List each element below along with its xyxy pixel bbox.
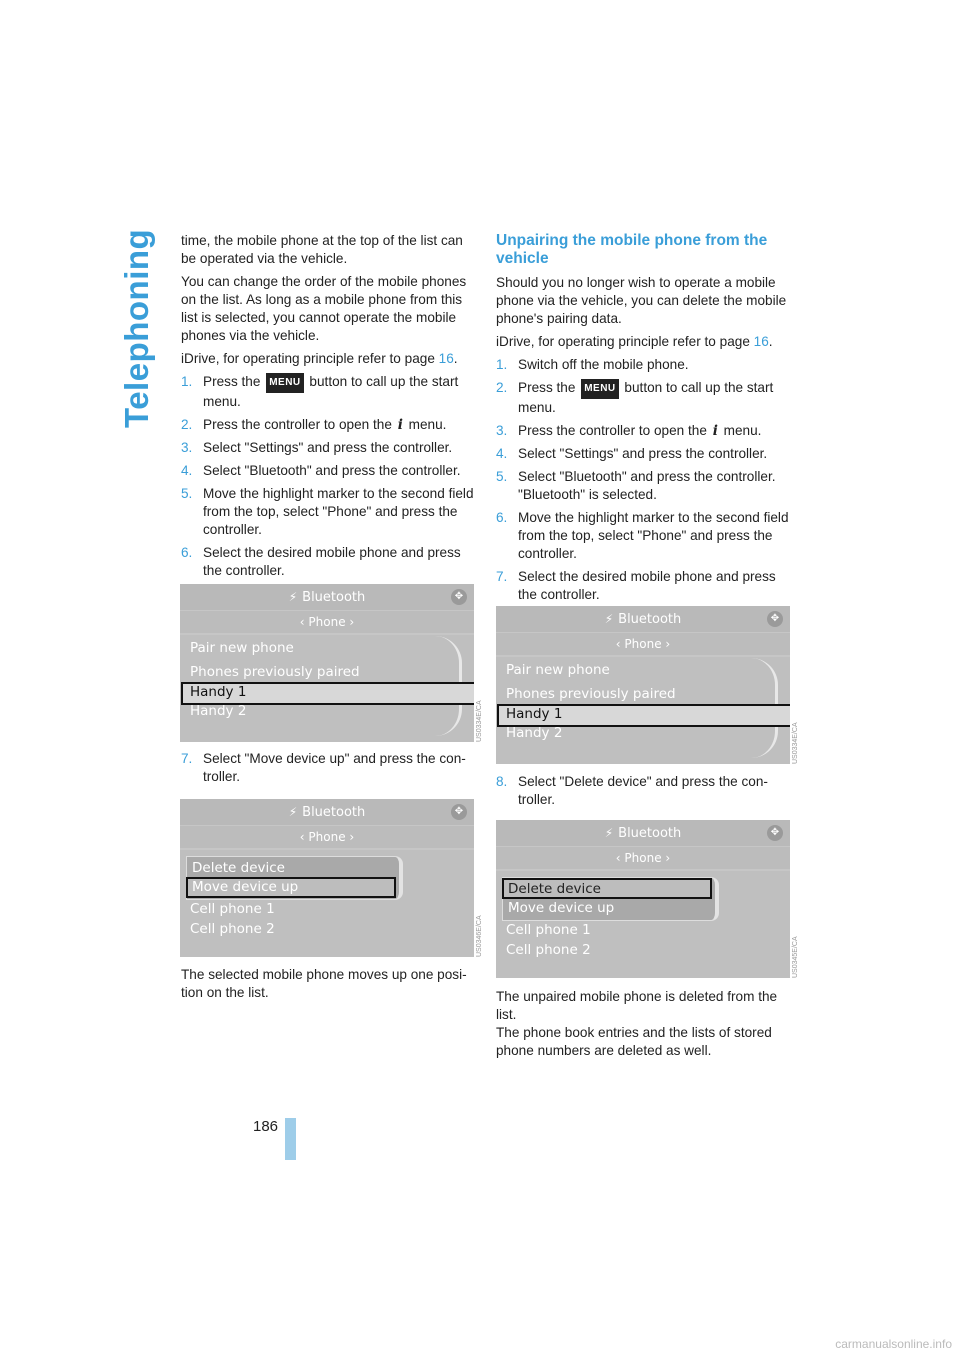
- screen-subtitle: ‹ Phone ›: [496, 847, 790, 869]
- menu-item-delete[interactable]: Delete device: [192, 860, 285, 876]
- idrive-screen-popup: [496, 820, 790, 978]
- page-marker-bar: [285, 1118, 296, 1160]
- page-link[interactable]: 16: [438, 351, 454, 366]
- idrive-screen-list: [496, 606, 790, 764]
- step-6: 6. Move the highlight marker to the second field from the top, select "Phone" and press the controller.: [496, 510, 789, 561]
- right-column: [496, 232, 794, 609]
- step-2: 2. Press the MENU button to call up the start menu.: [496, 380, 774, 415]
- step-7: 7. Select the desired mobile phone and press the controller.: [496, 569, 776, 602]
- list-item[interactable]: Cell phone 1: [506, 922, 591, 938]
- step-4: 4. Select "Bluetooth" and press the controller.: [181, 463, 461, 478]
- info-icon: i: [712, 423, 718, 439]
- menu-button-icon: MENU: [266, 373, 303, 393]
- watermark-text: carmanualsonline.info: [835, 1337, 952, 1351]
- step-1: 1. Switch off the mobile phone.: [496, 357, 689, 372]
- menu-item-delete[interactable]: Delete device: [508, 881, 601, 897]
- right-column-step8: [496, 773, 794, 814]
- result-text: The phone book entries and the lists of stored phone numbers are deleted as well.: [496, 1025, 772, 1058]
- bluetooth-icon: ⚡: [604, 612, 614, 626]
- step-2: 2. Press the controller to open the i menu.: [181, 417, 447, 433]
- step-5: 5. Select "Bluetooth" and press the controller. "Bluetooth" is selected.: [496, 469, 776, 502]
- list-item[interactable]: Cell phone 2: [190, 921, 275, 937]
- list-item-selected[interactable]: Handy 1: [506, 706, 563, 722]
- left-column: [181, 232, 474, 585]
- paragraph: Should you no longer wish to operate a mobile phone via the vehicle, you can delete the mobile phone's pairing data.: [496, 275, 787, 326]
- list-item[interactable]: Handy 2: [190, 703, 247, 719]
- step-7: 7. Select "Move device up" and press the con-troller.: [181, 751, 466, 784]
- controller-icon: ✥: [767, 611, 783, 627]
- list-item[interactable]: Phones previously paired: [506, 686, 676, 702]
- list-item[interactable]: Handy 2: [506, 725, 563, 741]
- menu-item-move-up[interactable]: Move device up: [508, 900, 615, 916]
- right-result: [496, 988, 794, 1065]
- step-1: 1. Press the MENU button to call up the start menu.: [181, 374, 459, 409]
- image-code: US0346E/CA: [476, 915, 483, 957]
- idrive-screen-popup: [180, 799, 474, 957]
- screen-title: ⚡ Bluetooth: [496, 820, 790, 846]
- screen-subtitle: ‹ Phone ›: [180, 611, 474, 633]
- list-item-selected[interactable]: Handy 1: [190, 684, 247, 700]
- controller-icon: ✥: [451, 804, 467, 820]
- info-icon: i: [397, 417, 403, 433]
- screen-title: ⚡ Bluetooth: [180, 799, 474, 825]
- menu-item-move-up[interactable]: Move device up: [192, 879, 299, 895]
- screen-title: ⚡ Bluetooth: [496, 606, 790, 632]
- step-3: 3. Press the controller to open the i menu.: [496, 423, 762, 439]
- step-4: 4. Select "Settings" and press the controller.: [496, 446, 768, 461]
- controller-icon: ✥: [767, 825, 783, 841]
- page-link[interactable]: 16: [753, 334, 769, 349]
- paragraph: You can change the order of the mobile phones on the list. As long as a mobile phone from this list is selected, you cannot operate the mobile phones via the vehicle.: [181, 274, 467, 343]
- page-number: 186: [253, 1118, 279, 1135]
- idrive-screen-list: [180, 584, 474, 742]
- controller-icon: ✥: [451, 589, 467, 605]
- step-3: 3. Select "Settings" and press the controller.: [181, 440, 453, 455]
- step-8: 8. Select "Delete device" and press the con-troller.: [496, 774, 768, 807]
- left-column-step7: [181, 750, 474, 791]
- paragraph: time, the mobile phone at the top of the list can be operated via the vehicle.: [181, 233, 463, 266]
- result-text: The unpaired mobile phone is deleted from the list.: [496, 989, 778, 1022]
- bluetooth-icon: ⚡: [288, 590, 298, 604]
- screen-title: ⚡ Bluetooth: [180, 584, 474, 610]
- screen-subtitle: ‹ Phone ›: [180, 826, 474, 848]
- list-item[interactable]: Pair new phone: [190, 640, 294, 656]
- list-item[interactable]: Phones previously paired: [190, 664, 360, 680]
- bluetooth-icon: ⚡: [604, 826, 614, 840]
- left-result: [181, 966, 474, 1007]
- list-item[interactable]: Pair new phone: [506, 662, 610, 678]
- image-code: US0334E/CA: [476, 700, 483, 742]
- image-code: US0345E/CA: [792, 936, 799, 978]
- step-5: 5. Move the highlight marker to the second field from the top, select "Phone" and press the controller.: [181, 486, 474, 537]
- screen-subtitle: ‹ Phone ›: [496, 633, 790, 655]
- list-item[interactable]: Cell phone 1: [190, 901, 275, 917]
- image-code: US0334E/CA: [792, 722, 799, 764]
- menu-button-icon: MENU: [581, 379, 618, 399]
- list-item[interactable]: Cell phone 2: [506, 942, 591, 958]
- bluetooth-icon: ⚡: [288, 805, 298, 819]
- idrive-ref: iDrive, for operating principle refer to page 16.: [181, 351, 458, 366]
- result-text: The selected mobile phone moves up one posi-tion on the list.: [181, 967, 467, 1000]
- idrive-ref: iDrive, for operating principle refer to page 16.: [496, 334, 773, 349]
- section-heading: Unpairing the mobile phone from the vehicle: [496, 232, 768, 267]
- step-6: 6. Select the desired mobile phone and press the controller.: [181, 545, 461, 578]
- section-title: Telephoning: [118, 228, 155, 428]
